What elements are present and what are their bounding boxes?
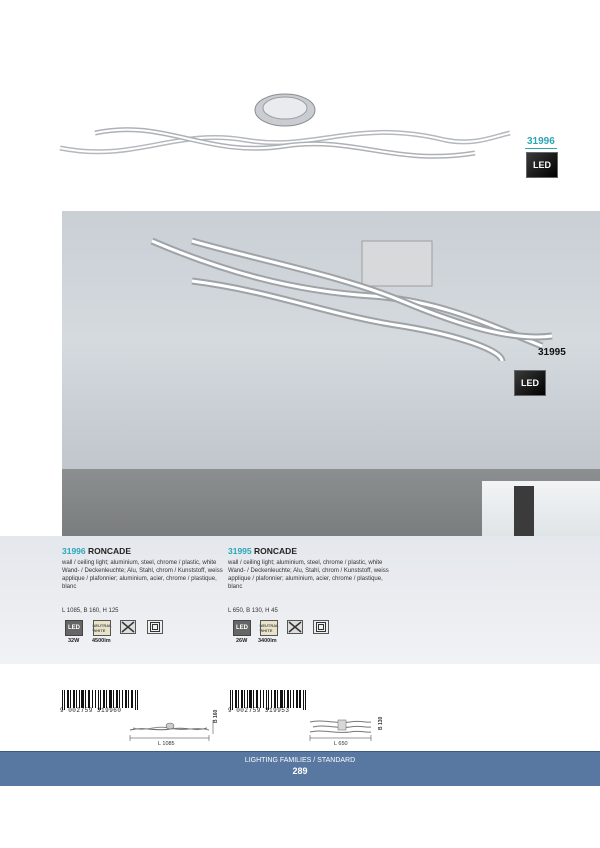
- drawing-length-2: L 650: [334, 741, 348, 747]
- product-name: RONCADE: [88, 546, 131, 556]
- product-dimensions-2: L 650, B 130, H 45: [228, 608, 278, 614]
- code-underline: [525, 148, 557, 149]
- barcode-digits-2: 9 002759 319953: [228, 707, 290, 714]
- product-description-2: [228, 559, 398, 591]
- desc-fr: applique / plafonnier; aluminium, acier, chrome / plastique, blanc: [228, 576, 383, 590]
- product-description-1: [62, 559, 232, 591]
- desc-en: wall / ceiling light; aluminium, steel, chrome / plastic, white: [62, 560, 217, 566]
- drawing-length-1: L 1085: [158, 741, 175, 747]
- drawing-depth-2: B 130: [378, 716, 384, 730]
- product-number: 31996: [62, 546, 86, 556]
- neutral-white-icon: NEUTRAL WHITE: [260, 620, 278, 636]
- protection-class-icon: [147, 620, 163, 634]
- product-code-photo: 31995: [538, 347, 566, 358]
- photo-light-fixture: [142, 231, 562, 381]
- no-dimmer-icon: [120, 620, 136, 634]
- lumen-2: 3400lm: [258, 638, 277, 644]
- product-image-31996: [55, 88, 515, 178]
- room-photo: [62, 211, 600, 536]
- protection-class-icon: [313, 620, 329, 634]
- led-icon: LED: [65, 620, 83, 636]
- product-title-1: [62, 546, 131, 556]
- wattage-1: 32W: [68, 638, 80, 644]
- photo-curtain: [514, 486, 534, 536]
- product-code-top: 31996: [527, 136, 555, 147]
- product-name: RONCADE: [254, 546, 297, 556]
- product-number: 31995: [228, 546, 252, 556]
- product-title-2: [228, 546, 297, 556]
- product-dimensions-1: L 1085, B 160, H 125: [62, 608, 119, 614]
- neutral-white-icon: NEUTRAL WHITE: [93, 620, 111, 636]
- desc-de: Wand- / Deckenleuchte; Alu, Stahl, chrom / Kunststoff, weiss: [62, 568, 223, 574]
- no-dimmer-icon: [287, 620, 303, 634]
- lumen-1: 4500lm: [92, 638, 111, 644]
- desc-en: wall / ceiling light; aluminium, steel, chrome / plastic, white: [228, 560, 383, 566]
- page-number: 289: [292, 766, 308, 776]
- led-badge-top: LED: [526, 152, 558, 178]
- led-badge-photo: LED: [514, 370, 546, 396]
- wattage-2: 26W: [236, 638, 248, 644]
- drawing-depth-1: B 160: [213, 709, 219, 723]
- desc-de: Wand- / Deckenleuchte; Alu, Stahl, chrom / Kunststoff, weiss: [228, 568, 389, 574]
- desc-fr: applique / plafonnier; aluminium, acier, chrome / plastique, blanc: [62, 576, 217, 590]
- photo-window: [482, 481, 600, 536]
- page-footer: [0, 752, 600, 786]
- footer-section-title: LIGHTING FAMILIES / STANDARD: [244, 757, 356, 764]
- barcode-digits-1: 9 002759 319960: [60, 707, 122, 714]
- led-icon: LED: [233, 620, 251, 636]
